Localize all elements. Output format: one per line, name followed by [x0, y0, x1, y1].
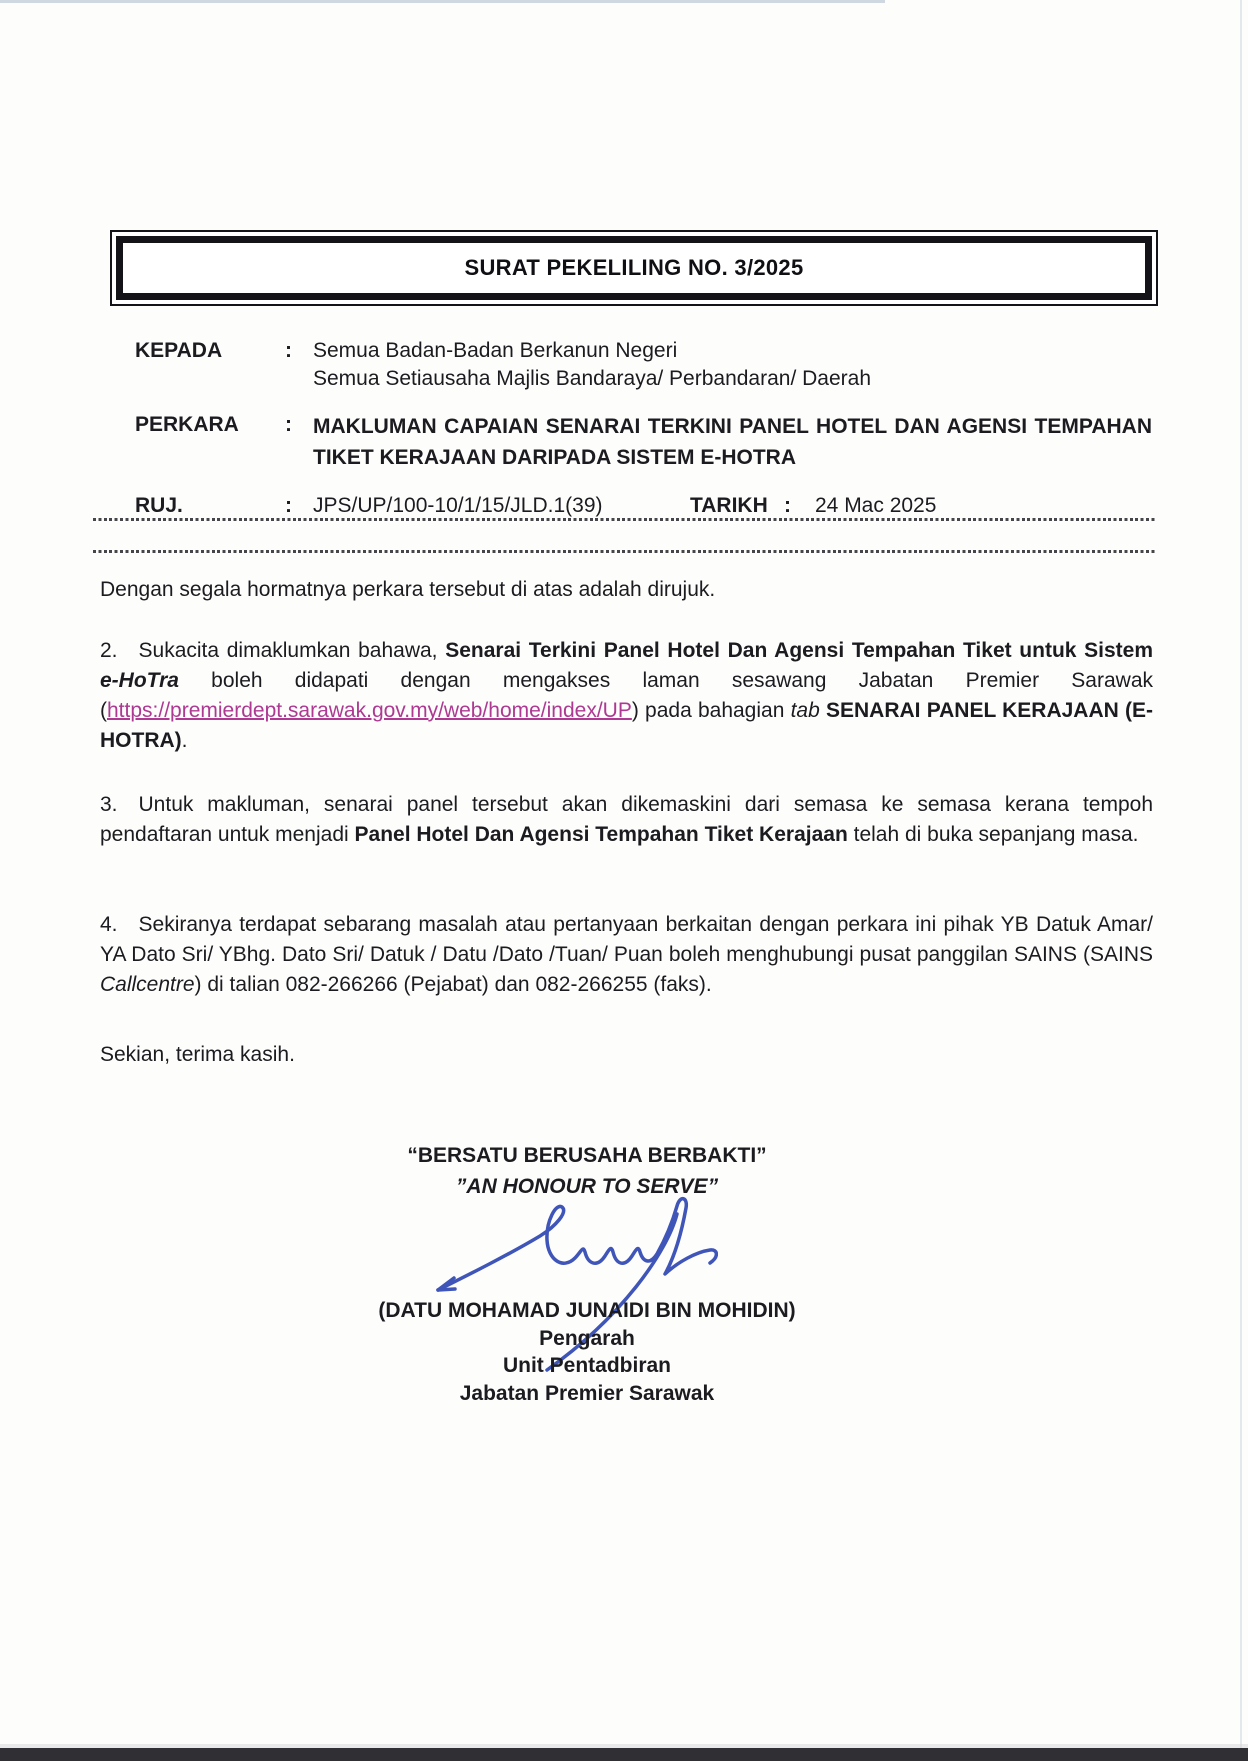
text-segment: Sukacita dimaklumkan bahawa,: [138, 639, 446, 662]
text-segment: Callcentre: [100, 973, 195, 996]
ruj-value: JPS/UP/100-10/1/15/JLD.1(39): [313, 494, 603, 517]
tarikh-label: TARIKH: [690, 494, 768, 517]
text-segment: tab: [790, 699, 820, 722]
perkara-value: MAKLUMAN CAPAIAN SENARAI TERKINI PANEL HOTEL DAN AGENSI TEMPAHAN TIKET KERAJAAN DARIPADA SISTEM E-HOTRA: [313, 415, 1152, 469]
ruj-label: RUJ.: [135, 494, 183, 517]
kepada-line-2: Semua Setiausaha Majlis Bandaraya/ Perbandaran/ Daerah: [313, 367, 872, 390]
paragraph-4-contact-info: [100, 910, 1153, 1000]
text-segment: Dengan segala hormatnya perkara tersebut di atas adalah dirujuk.: [100, 578, 716, 601]
text-segment: telah di buka sepanjang masa.: [847, 823, 1139, 846]
text-segment: Sekian, terima kasih.: [100, 1043, 295, 1066]
signatory-position: Pengarah: [539, 1326, 635, 1350]
scan-artifact-top-edge: [0, 0, 885, 3]
paragraph-closing-thanks: [100, 1040, 1153, 1070]
tarikh-value: 24 Mac 2025: [815, 494, 937, 517]
kepada-value: [313, 337, 1152, 393]
text-segment: ) di talian 082-266266 (Pejabat) dan 082-266255 (faks).: [194, 973, 712, 996]
text-segment: ) pada bahagian: [631, 699, 791, 722]
text-segment: e-HoTra: [100, 669, 179, 692]
scan-artifact-bottom-edge: [0, 1748, 1248, 1761]
scan-artifact-right-edge: [1240, 0, 1242, 1761]
paragraph-salutation: [100, 575, 1153, 605]
perkara-colon: :: [285, 413, 292, 436]
text-segment: Untuk makluman, senarai panel tersebut akan dikemaskini dari semasa ke semasa kerana tempoh pendaftaran untuk menjadi: [100, 793, 1153, 846]
dotted-divider-2: [93, 550, 1155, 553]
text-segment: Sekiranya terdapat sebarang masalah atau pertanyaan berkaitan dengan perkara ini pihak YB Datuk Amar/ YA Dato Sri/ YBhg. Dato Sri/ Datuk / Datu /Dato /Tuan/ Puan boleh menghubungi pusat panggilan SAINS (SAINS: [100, 913, 1153, 966]
circular-title-box: [110, 230, 1158, 306]
ruj-colon: :: [285, 494, 292, 517]
text-segment: boleh didapati dengan mengakses laman sesawang Jabatan Premier Sarawak (: [100, 669, 1153, 722]
text-segment: SENARAI PANEL KERAJAAN (E-HOTRA): [100, 699, 1153, 752]
circular-title-inner-frame: [116, 236, 1152, 300]
paragraph-2-ehotra-access: [100, 636, 1153, 756]
motto-malay: “BERSATU BERUSAHA BERBAKTI”: [407, 1144, 767, 1167]
text-segment: .: [181, 729, 188, 752]
kepada-line-1: Semua Badan-Badan Berkanun Negeri: [313, 339, 678, 362]
signatory-block: [100, 1297, 1074, 1407]
paragraph-3-panel-updates: [100, 790, 1153, 850]
signatory-department: Jabatan Premier Sarawak: [459, 1381, 715, 1405]
paragraph-number: 3.: [100, 793, 118, 816]
text-segment: Panel Hotel Dan Agensi Tempahan Tiket Kerajaan: [354, 823, 848, 846]
kepada-label: KEPADA: [135, 339, 223, 362]
perkara-label: PERKARA: [135, 413, 239, 436]
text-segment: Senarai Terkini Panel Hotel Dan Agensi Tempahan Tiket untuk Sistem: [445, 639, 1153, 662]
website-link[interactable]: https://premierdept.sarawak.gov.my/web/home/index/UP: [107, 699, 632, 722]
paragraph-number: 2.: [100, 639, 118, 662]
signatory-unit: Unit Pentadbiran: [502, 1354, 671, 1377]
signatory-name: (DATU MOHAMAD JUNAIDI BIN MOHIDIN): [378, 1299, 796, 1322]
tarikh-colon: :: [784, 494, 791, 517]
page-title: SURAT PEKELILING NO. 3/2025: [464, 255, 804, 280]
paragraph-number: 4.: [100, 913, 118, 936]
motto-english: ”AN HONOUR TO SERVE”: [455, 1175, 719, 1198]
kepada-colon: :: [285, 339, 292, 362]
dotted-divider-1: [93, 518, 1155, 521]
